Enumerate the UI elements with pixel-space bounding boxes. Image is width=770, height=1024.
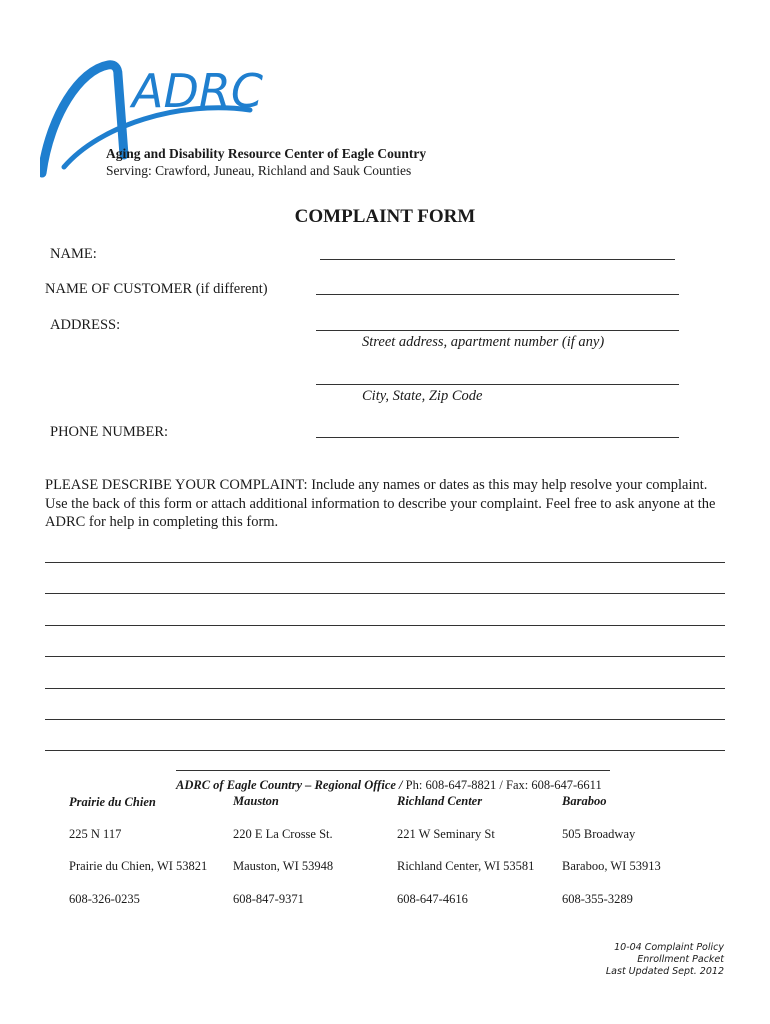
office-name: Richland Center [397,794,483,808]
office-street: 225 N 117 [69,827,122,841]
address-label: ADDRESS: [50,317,121,333]
footer-divider [176,770,610,771]
name-line[interactable] [320,259,675,260]
regional-office-heading [176,778,602,793]
office-name: Prairie du Chien [69,795,156,809]
complaint-line[interactable] [45,656,725,657]
office-phone: 608-326-0235 [69,892,140,906]
org-name: Aging and Disability Resource Center of Eagle Country [106,146,427,161]
office-name: Mauston [233,794,279,808]
office-city: Richland Center, WI 53581 [397,859,535,873]
office-street: 221 W Seminary St [397,827,495,841]
street-address-line[interactable] [316,330,679,331]
office-contact: Ph: 608-647-8821 / Fax: 608-647-6611 [402,778,602,792]
office-title: ADRC of Eagle Country – Regional Office / [176,778,403,792]
office-name: Baraboo [562,794,607,808]
city-state-zip-line[interactable] [316,384,679,385]
office-city: Mauston, WI 53948 [233,859,334,873]
page-title: COMPLAINT FORM [294,206,476,227]
complaint-instructions: PLEASE DESCRIBE YOUR COMPLAINT: Include any names or dates as this may help resolve your complaint. Use the back of this form or attach additional information to describe your complaint. Feel free to ask anyone at the ADRC for help in completing this form. [45,477,716,530]
street-address-hint: Street address, apartment number (if any) [362,334,605,350]
customer-name-label: NAME OF CUSTOMER (if different) [45,281,268,297]
complaint-line[interactable] [45,625,725,626]
office-city: Prairie du Chien, WI 53821 [69,859,208,873]
logo-text: ADRC [132,64,263,118]
office-phone: 608-355-3289 [562,892,633,906]
office-phone: 608-847-9371 [233,892,304,906]
complaint-line[interactable] [45,750,725,751]
org-serving: Serving: Crawford, Juneau, Richland and Sauk Counties [106,163,412,178]
office-street: 505 Broadway [562,827,636,841]
phone-label: PHONE NUMBER: [50,424,169,440]
policy-number: 10-04 Complaint Policy [614,942,724,953]
packet-name: Enrollment Packet [637,954,724,965]
office-phone: 608-647-4616 [397,892,468,906]
complaint-line[interactable] [45,593,725,594]
complaint-line[interactable] [45,562,725,563]
office-street: 220 E La Crosse St. [233,827,333,841]
complaint-line[interactable] [45,688,725,689]
city-state-zip-hint: City, State, Zip Code [362,388,483,404]
last-updated: Last Updated Sept. 2012 [605,966,724,977]
office-city: Baraboo, WI 53913 [562,859,661,873]
phone-line[interactable] [316,437,679,438]
name-label: NAME: [50,246,97,262]
document-meta [606,942,724,978]
customer-name-line[interactable] [316,294,679,295]
complaint-line[interactable] [45,719,725,720]
